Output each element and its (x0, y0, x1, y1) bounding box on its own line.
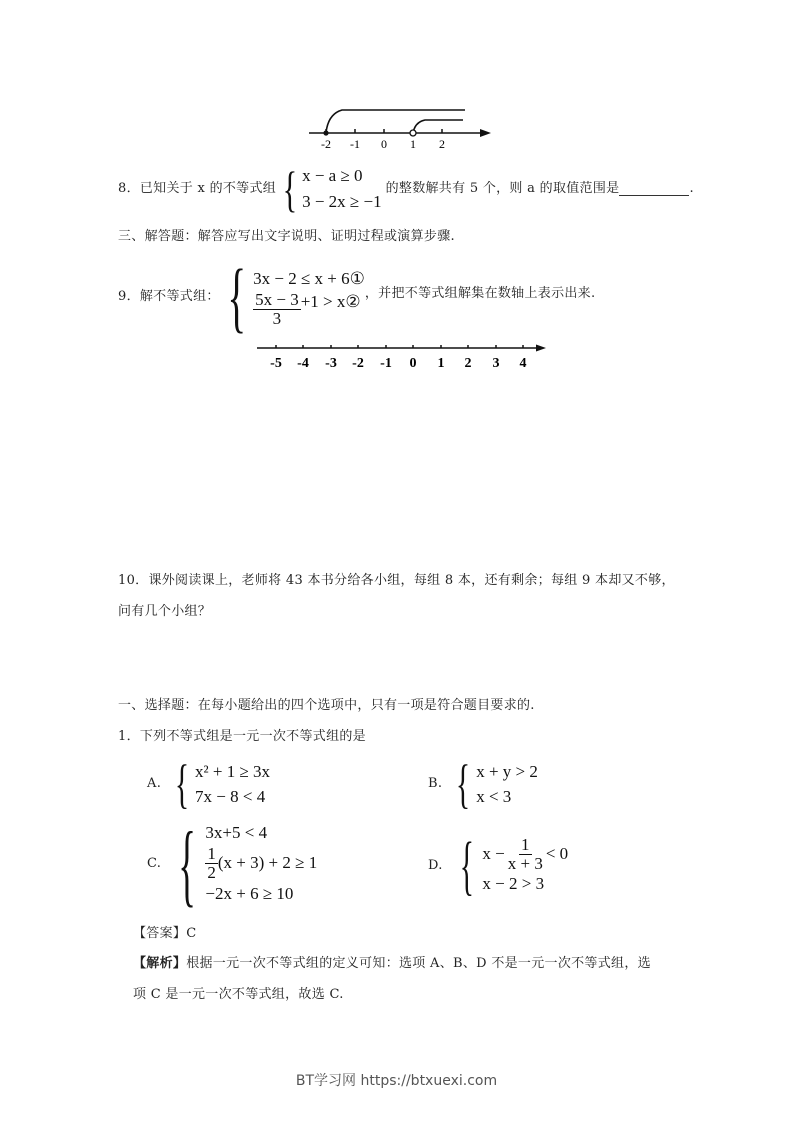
svg-text:3: 3 (492, 356, 500, 371)
question-8-system: { x − a ≥ 0 3 − 2x ≥ −1 (282, 161, 382, 217)
svg-text:0: 0 (381, 137, 387, 150)
svg-text:-1: -1 (350, 137, 360, 150)
option-c-eq2-fraction: $\frac{1}{2}$ (207, 843, 216, 882)
option-b-eq2: x < 3 (476, 787, 512, 806)
option-d-eq1-pre: x − (482, 844, 505, 863)
question-8-end: . (689, 181, 694, 196)
option-c[interactable]: C. { 3x+5 < 4 $\frac{1}{2}$ (x + 3) + 2 ≥ 1 −2x + 6 ≥ 10 (147, 813, 318, 915)
question-8 (118, 163, 694, 215)
question-10-line-1: 10．课外阅读课上，老师将 43 本书分给各小组，每组 8 本，还有剩余；每组 9 本却又不够， (118, 573, 675, 588)
svg-text:4: 4 (519, 356, 527, 371)
svg-text:1: 1 (410, 137, 416, 150)
answer-label: 【答案】 (133, 926, 187, 941)
svg-text:-3: -3 (325, 356, 337, 371)
question-9-number-line[interactable] (255, 338, 550, 372)
answer-value: C (186, 926, 197, 941)
option-d-label: D. (428, 858, 443, 873)
option-a-label: A. (147, 776, 162, 791)
question-9-prefix: 9．解不等式组： (118, 289, 220, 304)
option-b[interactable]: B. { x + y > 2 x < 3 (428, 754, 538, 814)
svg-text:0: 0 (409, 356, 417, 371)
question-8-suffix: 的整数解共有 5 个，则 a 的取值范围是 (385, 181, 620, 196)
svg-text:1: 1 (437, 356, 445, 371)
option-b-eq1: x + y > 2 (476, 762, 538, 781)
question-8-prefix: 8．已知关于 x 的不等式组 (118, 181, 277, 196)
question-9-suffix: ，并把不等式组解集在数轴上表示出来. (364, 286, 596, 301)
question-9-eq2-fraction: $\frac{5x - 3}{3}$ (255, 289, 299, 328)
number-line-graphic (305, 100, 495, 150)
answer-blank[interactable] (619, 183, 689, 196)
section-3-heading: 三、解答题：解答应写出文字说明、证明过程或演算步骤. (118, 229, 455, 244)
svg-text:-4: -4 (297, 356, 309, 371)
top-number-line-figure (305, 100, 495, 150)
analysis-text-1: 根据一元一次不等式组的定义可知：选项 A、B、D 不是一元一次不等式组，选 (186, 956, 651, 971)
question-9-eq1: 3x − 2 ≤ x + 6① (253, 268, 365, 288)
option-c-eq3: −2x + 6 ≥ 10 (205, 884, 294, 904)
section-1-heading: 一、选择题：在每小题给出的四个选项中，只有一项是符合题目要求的. (118, 698, 535, 713)
analysis-line-1 (133, 955, 651, 973)
option-d-eq1-fraction: $\frac{1}{x + 3}$ (507, 834, 543, 873)
svg-text:-2: -2 (352, 356, 364, 371)
svg-text:-5: -5 (270, 356, 282, 371)
question-9-system: { 3x − 2 ≤ x + 6① $\frac{5x - 3}{3}$ +1 > x② (227, 253, 365, 340)
svg-text:-2: -2 (321, 137, 331, 150)
question-8-eq1: x − a ≥ 0 (302, 166, 363, 185)
option-c-eq2-rest: (x + 3) + 2 ≥ 1 (217, 853, 318, 872)
footer-watermark: BT学习网 https://btxuexi.com (295, 1073, 498, 1089)
analysis-line-2: 项 C 是一元一次不等式组，故选 C. (133, 987, 344, 1002)
svg-text:2: 2 (439, 137, 445, 150)
question-9 (118, 253, 596, 340)
option-d-eq1-post: < 0 (545, 844, 569, 863)
option-c-eq1: 3x+5 < 4 (205, 822, 268, 842)
option-d-eq2: x − 2 > 3 (482, 874, 545, 894)
question-8-eq2: 3 − 2x ≥ −1 (302, 192, 382, 211)
question-10-line-2: 问有几个小组？ (118, 604, 212, 619)
option-a-eq2: 7x − 8 < 4 (195, 787, 266, 806)
question-9-eq2-rest: +1 > x② (300, 292, 361, 311)
analysis-label: 【解析】 (133, 956, 187, 971)
option-d[interactable]: D. { x − $\frac{1}{x + 3}$ < 0 x − 2 > 3 (428, 829, 569, 902)
option-c-label: C. (147, 856, 162, 871)
question-1-stem: 1．下列不等式组是一元一次不等式组的是 (118, 729, 366, 744)
option-a-eq1: x² + 1 ≥ 3x (195, 762, 271, 781)
answer (133, 925, 196, 943)
svg-text:2: 2 (464, 356, 472, 371)
option-a[interactable]: A. { x² + 1 ≥ 3x 7x − 8 < 4 (147, 754, 271, 814)
number-line-graphic (255, 338, 550, 372)
svg-text:-1: -1 (380, 356, 392, 371)
option-b-label: B. (428, 776, 443, 791)
